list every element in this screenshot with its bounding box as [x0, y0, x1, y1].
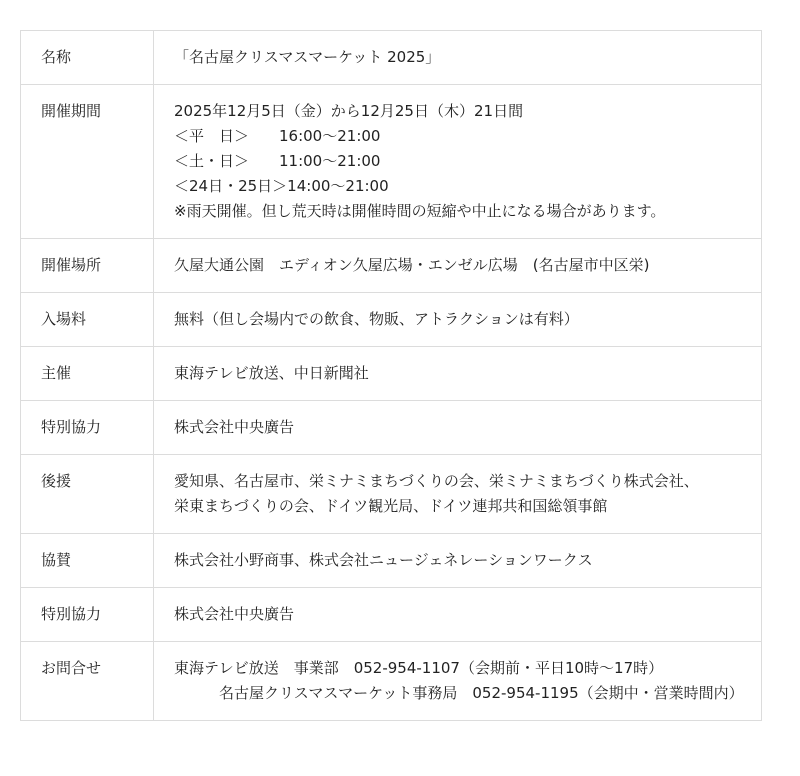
row-value — [154, 293, 762, 347]
row-label: 開催場所 — [21, 239, 154, 293]
table-row — [21, 85, 762, 239]
row-value — [154, 347, 762, 401]
table-row — [21, 455, 762, 534]
row-value — [154, 588, 762, 642]
row-label: 入場料 — [21, 293, 154, 347]
value-line: 2025年12月5日（金）から12月25日（木）21日間 — [174, 102, 524, 120]
table-row — [21, 347, 762, 401]
table-row — [21, 534, 762, 588]
value-line: 栄東まちづくりの会、ドイツ観光局、ドイツ連邦共和国総領事館 — [174, 497, 608, 515]
row-label: 特別協力 — [21, 588, 154, 642]
value-line: ＜24日・25日＞14:00～21:00 — [174, 177, 389, 195]
table-row — [21, 293, 762, 347]
value-line: 東海テレビ放送 事業部 052-954-1107（会期前・平日10時～17時） — [174, 659, 664, 677]
row-label: 開催期間 — [21, 85, 154, 239]
row-value — [154, 401, 762, 455]
event-info-table — [20, 30, 762, 721]
value-line: 名古屋クリスマスマーケット事務局 052-954-1195（会期中・営業時間内） — [174, 684, 744, 702]
value-line: ＜土・日＞ 11:00～21:00 — [174, 152, 381, 170]
value-line: 株式会社中央廣告 — [174, 418, 295, 436]
value-line: 愛知県、名古屋市、栄ミナミまちづくりの会、栄ミナミまちづくり株式会社、 — [174, 472, 699, 490]
row-value — [154, 642, 762, 721]
row-label: 後援 — [21, 455, 154, 534]
row-value — [154, 534, 762, 588]
table-row — [21, 401, 762, 455]
row-value — [154, 31, 762, 85]
value-line: 無料（但し会場内での飲食、物販、アトラクションは有料） — [174, 310, 579, 328]
value-line: 東海テレビ放送、中日新聞社 — [174, 364, 369, 382]
value-line: 株式会社中央廣告 — [174, 605, 295, 623]
value-line: ※雨天開催。但し荒天時は開催時間の短縮や中止になる場合があります。 — [174, 202, 666, 220]
row-value — [154, 455, 762, 534]
row-label: 協賛 — [21, 534, 154, 588]
row-label: 名称 — [21, 31, 154, 85]
row-value — [154, 239, 762, 293]
value-line: 「名古屋クリスマスマーケット 2025」 — [174, 48, 441, 66]
table-row — [21, 588, 762, 642]
value-line: ＜平 日＞ 16:00～21:00 — [174, 127, 381, 145]
table-row — [21, 31, 762, 85]
row-label: お問合せ — [21, 642, 154, 721]
row-label: 主催 — [21, 347, 154, 401]
table-row — [21, 642, 762, 721]
row-label: 特別協力 — [21, 401, 154, 455]
table-row — [21, 239, 762, 293]
value-line: 株式会社小野商事、株式会社ニュージェネレーションワークス — [174, 551, 593, 569]
row-value — [154, 85, 762, 239]
value-line: 久屋大通公園 エディオン久屋広場・エンゼル広場 (名古屋市中区栄) — [174, 256, 650, 274]
